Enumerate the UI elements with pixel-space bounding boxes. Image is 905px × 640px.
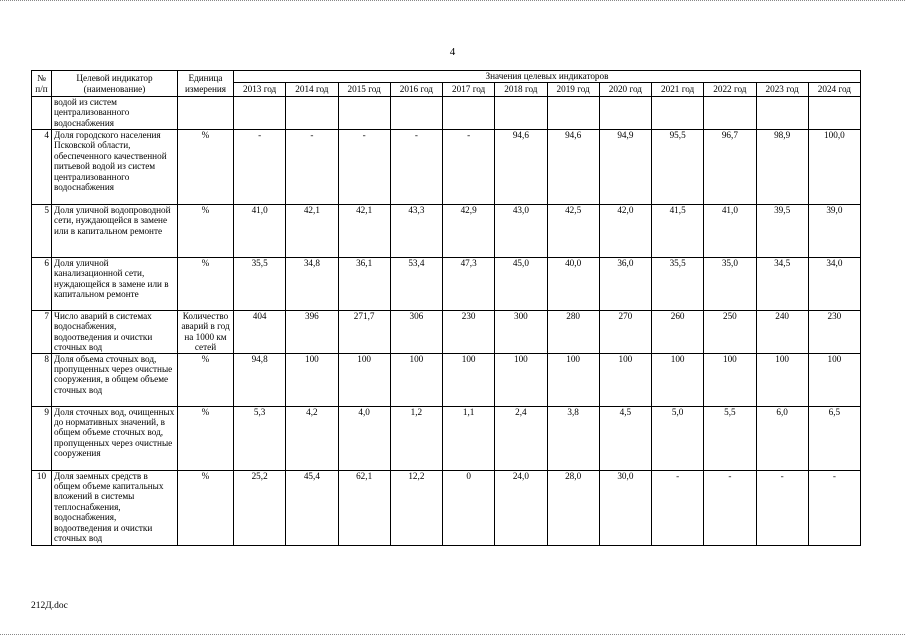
table-row (32, 406, 861, 470)
indicator-value: 4,5 (599, 406, 651, 470)
indicator-value: 36,1 (338, 258, 390, 311)
header-num: № п/п (32, 71, 52, 97)
indicator-value (704, 97, 756, 130)
indicator-value: 42,1 (286, 205, 338, 258)
indicator-unit: % (178, 353, 234, 406)
indicator-value: 230 (808, 311, 860, 354)
indicator-value: 53,4 (390, 258, 442, 311)
indicator-value: 5,5 (704, 406, 756, 470)
row-number: 10 (32, 470, 52, 545)
indicator-value: 47,3 (443, 258, 495, 311)
indicator-name: Доля заемных средств в общем объеме капитальных вложений в системы теплоснабжения, водоснабжения, водоотведения и очистки сточных вод (52, 470, 178, 545)
footer-filename: 212Д.doc (31, 601, 68, 611)
indicator-value (234, 97, 286, 130)
indicator-unit: % (178, 406, 234, 470)
indicator-name: Доля городского населения Псковской области, обеспеченного качественной питьевой водой из систем централизованного водоснабжения (52, 130, 178, 205)
row-number: 9 (32, 406, 52, 470)
indicator-value: 100 (443, 353, 495, 406)
indicator-name: Доля объема сточных вод, пропущенных через очистные сооружения, в общем объеме сточных вод (52, 353, 178, 406)
indicator-value: 230 (443, 311, 495, 354)
indicator-value: 35,5 (234, 258, 286, 311)
indicator-value (652, 97, 704, 130)
indicator-unit: % (178, 130, 234, 205)
indicator-value: - (338, 130, 390, 205)
header-year: 2019 год (547, 83, 599, 97)
header-year: 2023 год (756, 83, 808, 97)
indicator-value: 240 (756, 311, 808, 354)
table-row (32, 130, 861, 205)
indicator-value: 100 (390, 353, 442, 406)
indicator-value: 34,8 (286, 258, 338, 311)
indicator-value: 40,0 (547, 258, 599, 311)
indicator-value (599, 97, 651, 130)
indicator-value: 306 (390, 311, 442, 354)
indicator-value: 36,0 (599, 258, 651, 311)
indicator-value: - (808, 470, 860, 545)
row-number (32, 97, 52, 130)
row-number: 4 (32, 130, 52, 205)
indicator-value: 100 (286, 353, 338, 406)
indicator-value: 6,5 (808, 406, 860, 470)
indicator-value: 396 (286, 311, 338, 354)
indicator-value: 100 (704, 353, 756, 406)
indicator-value: 3,8 (547, 406, 599, 470)
header-year: 2013 год (234, 83, 286, 97)
indicator-value: 4,0 (338, 406, 390, 470)
indicator-value (756, 97, 808, 130)
page-number: 4 (449, 46, 456, 58)
indicator-value: 24,0 (495, 470, 547, 545)
indicator-value (390, 97, 442, 130)
indicator-value: 96,7 (704, 130, 756, 205)
indicator-value: 94,9 (599, 130, 651, 205)
indicator-value: - (390, 130, 442, 205)
header-year: 2021 год (652, 83, 704, 97)
indicator-name: водой из систем централизованного водоснабжения (52, 97, 178, 130)
indicator-value: 94,8 (234, 353, 286, 406)
row-number: 7 (32, 311, 52, 354)
header-year: 2024 год (808, 83, 860, 97)
table-row (32, 97, 861, 130)
table-row (32, 353, 861, 406)
indicator-value: 1,1 (443, 406, 495, 470)
indicator-value (338, 97, 390, 130)
indicator-value: 250 (704, 311, 756, 354)
indicator-value: 100 (599, 353, 651, 406)
indicator-value: 100 (808, 353, 860, 406)
table-row (32, 311, 861, 354)
indicator-value: 25,2 (234, 470, 286, 545)
header-year: 2016 год (390, 83, 442, 97)
indicator-value: 28,0 (547, 470, 599, 545)
indicator-value: 41,0 (234, 205, 286, 258)
indicator-value: 1,2 (390, 406, 442, 470)
indicator-value: - (234, 130, 286, 205)
indicator-value: 4,2 (286, 406, 338, 470)
indicator-unit: Количество аварий в год на 1000 км сетей (178, 311, 234, 354)
indicator-value: 39,5 (756, 205, 808, 258)
indicator-value: - (286, 130, 338, 205)
indicator-value: 42,5 (547, 205, 599, 258)
target-indicators-table (31, 70, 861, 546)
indicator-value: 94,6 (547, 130, 599, 205)
indicator-value (286, 97, 338, 130)
indicator-value: 42,9 (443, 205, 495, 258)
header-year: 2018 год (495, 83, 547, 97)
indicator-value: 5,0 (652, 406, 704, 470)
indicator-value: 98,9 (756, 130, 808, 205)
indicator-value (495, 97, 547, 130)
scan-border-bottom (0, 634, 905, 636)
indicator-value: 100,0 (808, 130, 860, 205)
indicator-value: 271,7 (338, 311, 390, 354)
indicator-value: 45,4 (286, 470, 338, 545)
header-year: 2014 год (286, 83, 338, 97)
indicator-value (443, 97, 495, 130)
indicator-value: 34,0 (808, 258, 860, 311)
indicator-value: 404 (234, 311, 286, 354)
indicator-value (547, 97, 599, 130)
indicator-value: 95,5 (652, 130, 704, 205)
indicator-value: 100 (652, 353, 704, 406)
indicator-value: - (443, 130, 495, 205)
indicator-unit: % (178, 258, 234, 311)
row-number: 8 (32, 353, 52, 406)
indicator-name: Доля сточных вод, очищенных до нормативных значений, в общем объеме сточных вод, пропущенных через очистные сооружения (52, 406, 178, 470)
table-row (32, 205, 861, 258)
indicator-value: 260 (652, 311, 704, 354)
indicator-value: 100 (756, 353, 808, 406)
indicator-value: - (652, 470, 704, 545)
indicator-unit: % (178, 205, 234, 258)
indicator-value: 42,0 (599, 205, 651, 258)
indicator-value: 300 (495, 311, 547, 354)
indicator-value (808, 97, 860, 130)
indicator-value: 43,3 (390, 205, 442, 258)
indicator-value: 35,5 (652, 258, 704, 311)
indicator-value: 39,0 (808, 205, 860, 258)
header-year: 2020 год (599, 83, 651, 97)
header-year: 2015 год (338, 83, 390, 97)
header-values: Значения целевых индикаторов (234, 71, 861, 83)
header-unit: Единица измерения (178, 71, 234, 97)
indicator-value: 30,0 (599, 470, 651, 545)
indicator-name: Доля уличной канализационной сети, нуждающейся в замене или в капитальном ремонте (52, 258, 178, 311)
indicator-value: 2,4 (495, 406, 547, 470)
indicator-unit: % (178, 470, 234, 545)
row-number: 5 (32, 205, 52, 258)
indicator-value: 12,2 (390, 470, 442, 545)
indicator-value: 62,1 (338, 470, 390, 545)
header-year: 2022 год (704, 83, 756, 97)
indicator-value: 5,3 (234, 406, 286, 470)
indicator-value: 41,0 (704, 205, 756, 258)
header-indicator: Целевой индикатор (наименование) (52, 71, 178, 97)
indicator-unit (178, 97, 234, 130)
indicator-value: 42,1 (338, 205, 390, 258)
row-number: 6 (32, 258, 52, 311)
indicator-value: 100 (338, 353, 390, 406)
indicator-value: 43,0 (495, 205, 547, 258)
indicator-value: - (756, 470, 808, 545)
indicator-name: Число аварий в системах водоснабжения, водоотведения и очистки сточных вод (52, 311, 178, 354)
indicator-value: 100 (495, 353, 547, 406)
indicator-value: 270 (599, 311, 651, 354)
indicator-value: 35,0 (704, 258, 756, 311)
indicator-value: 45,0 (495, 258, 547, 311)
table-row (32, 470, 861, 545)
indicator-value: 280 (547, 311, 599, 354)
indicator-value: 94,6 (495, 130, 547, 205)
table-row (32, 258, 861, 311)
indicator-value: 0 (443, 470, 495, 545)
indicator-value: - (704, 470, 756, 545)
indicator-value: 41,5 (652, 205, 704, 258)
indicator-value: 34,5 (756, 258, 808, 311)
indicator-value: 100 (547, 353, 599, 406)
indicator-name: Доля уличной водопроводной сети, нуждающейся в замене или в капитальном ремонте (52, 205, 178, 258)
scan-border-top (0, 0, 905, 2)
header-year: 2017 год (443, 83, 495, 97)
indicator-value: 6,0 (756, 406, 808, 470)
